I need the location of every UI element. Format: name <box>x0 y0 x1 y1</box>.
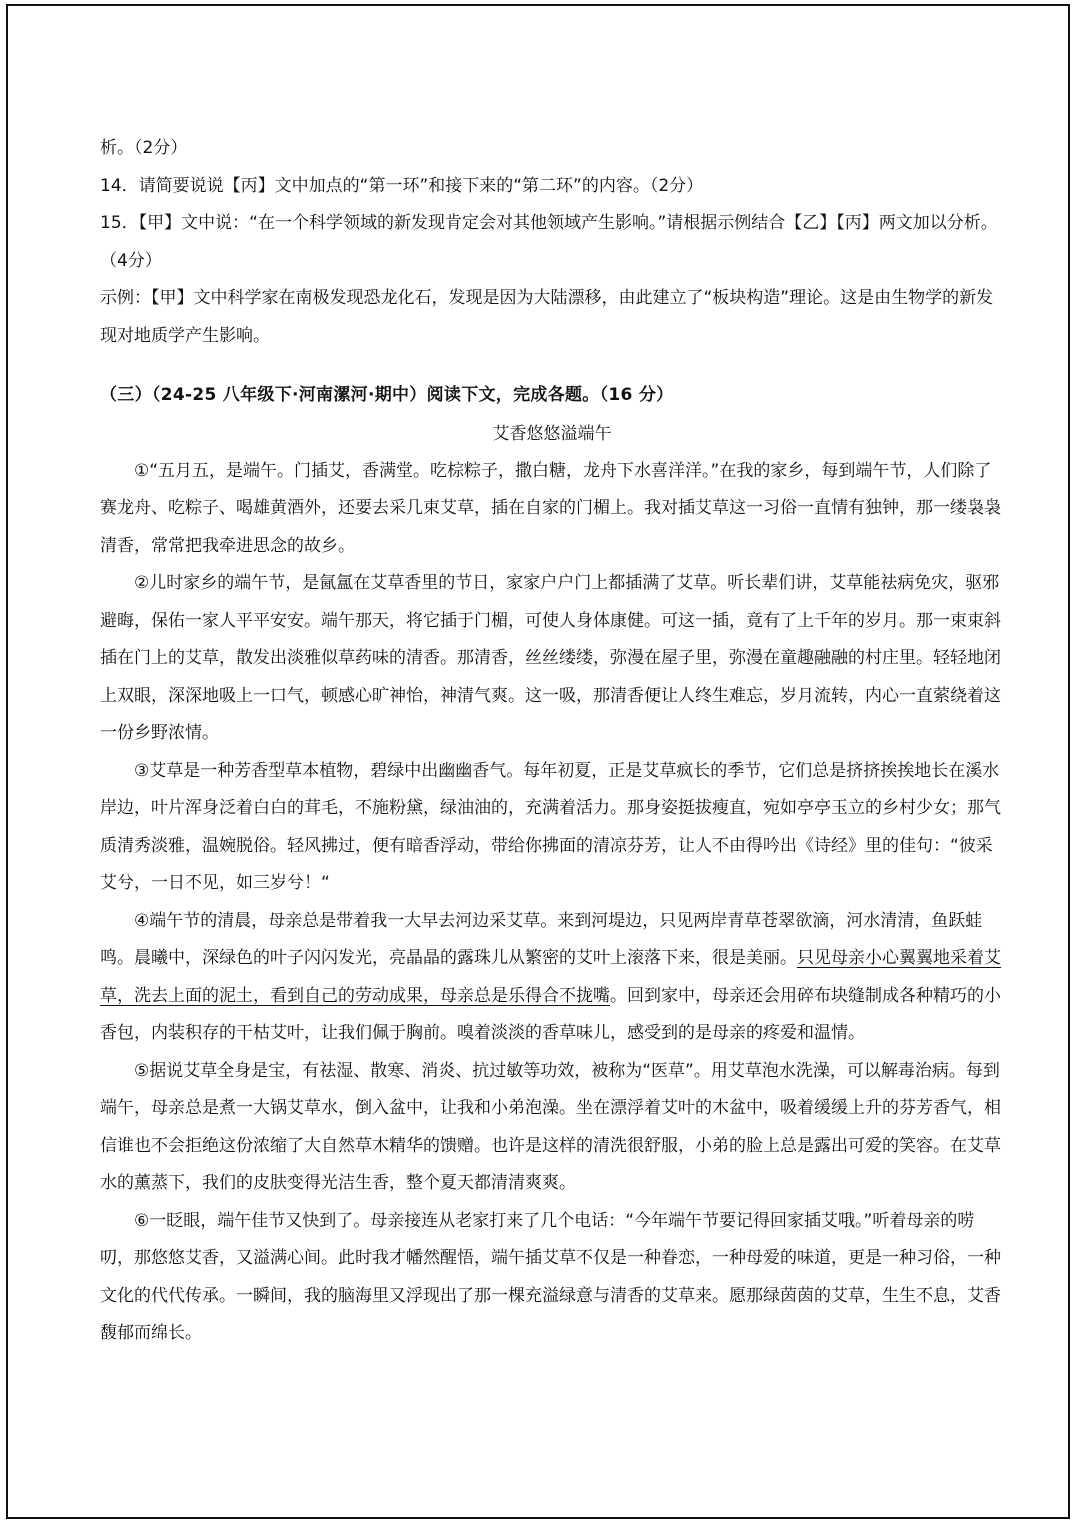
paragraph-4-part-a: ④端午节的清晨，母亲总是带着我一大早去河边采艾草。来到河堤边，只见两岸青草苍翠欲滴，河水清清，鱼跃蛙鸣。晨曦中，深绿色的叶子闪闪发光，亮晶晶的露珠儿从繁密的艾叶上滚落下来，很是美丽。 <box>100 910 983 968</box>
article-title: 艾香悠悠溢端午 <box>492 423 612 444</box>
page-border <box>6 4 1070 1519</box>
paragraph-5: ⑤据说艾草全身是宝，有祛湿、散寒、消炎、抗过敏等功效，被称为“医草”。用艾草泡水洗澡，可以解毒治病。每到端午，母亲总是煮一大锅艾草水，倒入盆中，让我和小弟泡澡。坐在漂浮着艾叶的木盆中，吸着缓缓上升的芬芳香气，相信谁也不会拒绝这份浓缩了大自然草木精华的馈赠。也许是这样的清洗很舒服，小弟的脸上总是露出可爱的笑容。在艾草水的薰蒸下，我们的皮肤变得光洁生香，整个夏天都清清爽爽。 <box>100 1060 1001 1193</box>
question-15: 15．【甲】文中说：“在一个科学领域的新发现肯定会对其他领域产生影响。”请根据示例结合【乙】【丙】两文加以分析。（4分） <box>100 213 998 271</box>
paragraph-4 <box>100 903 1004 1053</box>
paragraph-6: ⑥一眨眼，端午佳节又快到了。母亲接连从老家打来了几个电话：“今年端午节要记得回家插艾哦。”听着母亲的唠叨，那悠悠艾香，又溢满心间。此时我才幡然醒悟，端午插艾草不仅是一种眷恋，一种母爱的味道，更是一种习俗，一种文化的代代传承。一瞬间，我的脑海里又浮现出了那一棵充溢绿意与清香的艾草来。愿那绿茵茵的艾草，生生不息，艾香馥郁而绵长。 <box>100 1210 1001 1343</box>
section-heading: （三）（24-25 八年级下·河南漯河·期中）阅读下文，完成各题。（16 分） <box>100 385 674 405</box>
question-14: 14．请简要说说【丙】文中加点的“第一环”和接下来的“第二环”的内容。（2分） <box>100 175 704 196</box>
paragraph-1: ①“五月五，是端午。门插艾，香满堂。吃棕粽子，撒白糖，龙舟下水喜洋洋。”在我的家乡，每到端午节，人们除了赛龙舟、吃粽子、喝雄黄酒外，还要去采几束艾草，插在自家的门楣上。我对插艾草这一习俗一直情有独钟，那一缕袅袅清香，常常把我牵进思念的故乡。 <box>100 460 1001 556</box>
underlined-sentence: 只见母亲小心翼翼地采着艾草，洗去上面的泥土，看到自己的劳动成果，母亲总是乐得合不拢嘴 <box>100 948 1001 1006</box>
question-13-tail: 析。（2分） <box>100 138 188 158</box>
paragraph-2: ②儿时家乡的端午节，是氤氲在艾草香里的节日，家家户户门上都插满了艾草。听长辈们讲，艾草能祛病免灾，驱邪避晦，保佑一家人平平安安。端午那天，将它插于门楣，可使人身体康健。可这一插，竟有了上千年的岁月。那一束束斜插在门上的艾草，散发出淡雅似草药味的清香。那清香，丝丝缕缕，弥漫在屋子里，弥漫在童趣融融的村庄里。轻轻地闭上双眼，深深地吸上一口气，顿感心旷神怡，神清气爽。这一吸，那清香便让人终生难忘，岁月流转，内心一直萦绕着这一份乡野浓情。 <box>100 573 1001 743</box>
paragraph-4-part-b: 。回到家中，母亲还会用碎布块缝制成各种精巧的小香包，内装积存的干枯艾叶，让我们佩于胸前。嗅着淡淡的香草味儿，感受到的是母亲的疼爱和温情。 <box>100 985 1001 1043</box>
document-body <box>100 130 1004 1353</box>
paragraph-3: ③艾草是一种芳香型草本植物，碧绿中出幽幽香气。每年初夏，正是艾草疯长的季节，它们总是挤挤挨挨地长在溪水岸边，叶片浑身泛着白白的茸毛，不施粉黛，绿油油的，充满着活力。那身姿挺拔瘦直，宛如亭亭玉立的乡村少女；那气质清秀淡雅，温婉脱俗。轻风拂过，便有暗香浮动，带给你拂面的清凉芬芳，让人不由得吟出《诗经》里的佳句：“彼采艾兮，一日不见，如三岁兮！“ <box>100 760 1001 893</box>
example-answer: 示例：【甲】文中科学家在南极发现恐龙化石，发现是因为大陆漂移，由此建立了“板块构造”理论。这是由生物学的新发现对地质学产生影响。 <box>100 288 994 346</box>
